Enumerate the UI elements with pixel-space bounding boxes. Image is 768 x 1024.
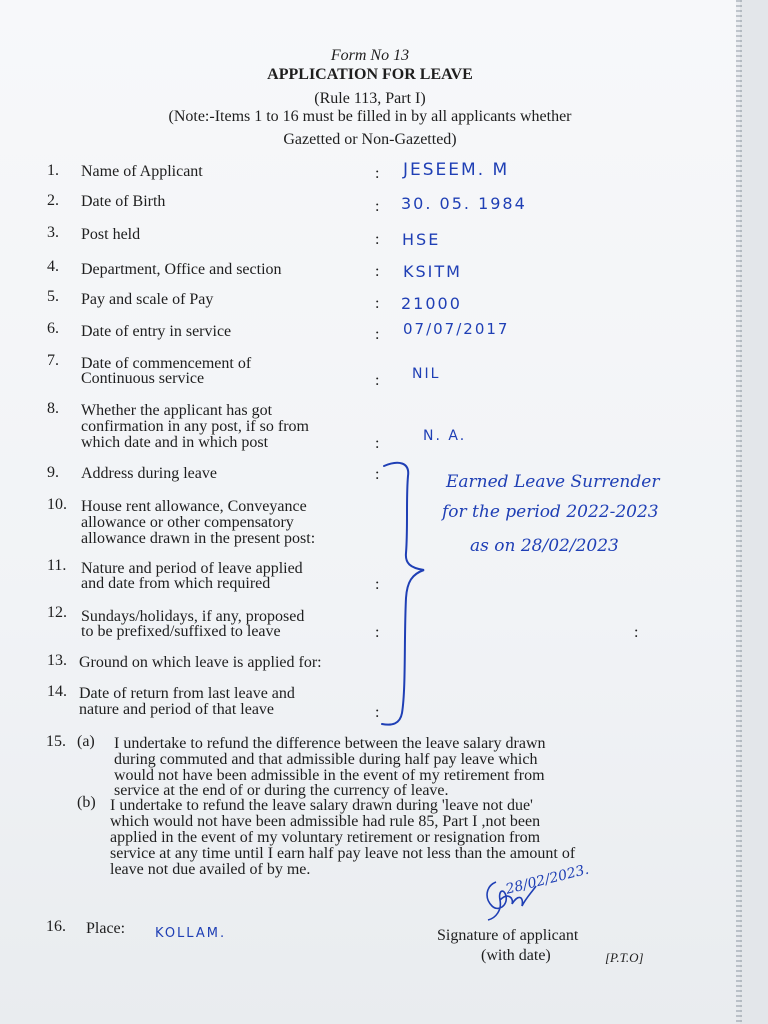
form-number: Form No 13 <box>330 47 410 64</box>
undertaking-b-line5: leave not due availed of by me. <box>110 861 311 878</box>
item-number: 6. <box>47 320 59 337</box>
item-number: 9. <box>47 464 59 481</box>
hand-drawn-bracket <box>380 458 440 733</box>
colon: : <box>375 326 380 343</box>
item-number: 7. <box>47 352 59 369</box>
undertaking-b-line2: which would not have been admissible had rule 85, Part I ,not been <box>110 813 541 830</box>
item-label-department: Department, Office and section <box>81 261 282 278</box>
undertaking-b-line4: service at any time until I earn half pay leave not less than the amount of <box>110 845 576 862</box>
undertaking-a-line1: I undertake to refund the difference between the leave salary drawn <box>114 735 546 752</box>
colon: : <box>375 372 380 389</box>
item-number: 15. <box>46 733 66 750</box>
confirmation-value: N. A. <box>423 428 467 444</box>
colon: : <box>634 624 639 641</box>
colon: : <box>375 704 380 721</box>
pto-label: [P.T.O] <box>605 950 644 965</box>
item-label-pay: Pay and scale of Pay <box>81 291 214 308</box>
applicant-name-value: JESEEM. M <box>403 160 510 180</box>
item-number: 11. <box>47 557 67 574</box>
undertaking-a-line2: during commuted and that admissible during half pay leave which <box>114 751 538 768</box>
item-label-commencement-l2: Continuous service <box>81 370 205 387</box>
entry-date-value: 07/07/2017 <box>403 320 510 338</box>
item-label-address: Address during leave <box>81 465 217 482</box>
with-date-label: (with date) <box>481 947 551 964</box>
item-number: 12. <box>47 604 67 621</box>
item-number: 1. <box>47 162 59 179</box>
colon: : <box>375 263 380 280</box>
undertaking-b-line1: I undertake to refund the leave salary drawn during 'leave not due' <box>110 797 533 814</box>
item-label-hra-l1: House rent allowance, Conveyance <box>81 498 307 515</box>
item-label-confirmation-l2: confirmation in any post, if so from <box>81 418 309 435</box>
item-label-name: Name of Applicant <box>81 163 203 180</box>
item-label-post: Post held <box>81 226 141 243</box>
item-number: 3. <box>47 224 59 241</box>
item-number: 16. <box>46 918 66 935</box>
item-label-nature-l1: Nature and period of leave applied <box>81 560 303 577</box>
bracket-note-line3: as on 28/02/2023 <box>470 536 619 556</box>
background-edge <box>742 0 768 1024</box>
item-label-return-l1: Date of return from last leave and <box>79 685 295 702</box>
place-label: Place: <box>86 920 126 937</box>
undertaking-a-line4: service at the end of or during the currency of leave. <box>114 782 449 799</box>
place-value: KOLLAM. <box>155 926 227 941</box>
signature-label: Signature of applicant <box>437 927 579 944</box>
undertaking-b-line3: applied in the event of my voluntary retirement or resignation from <box>110 829 541 846</box>
colon: : <box>375 576 380 593</box>
sub-item-b: (b) <box>77 794 96 811</box>
item-label-hra-l2: allowance or other compensatory <box>81 514 294 531</box>
item-label-dob: Date of Birth <box>81 193 166 210</box>
item-label-sundays-l1: Sundays/holidays, if any, proposed <box>81 608 305 625</box>
department-value: KSITM <box>403 262 462 281</box>
bracket-note-line1: Earned Leave Surrender <box>446 472 660 492</box>
bracket-note-line2: for the period 2022-2023 <box>442 502 659 522</box>
colon: : <box>375 435 380 452</box>
item-number: 5. <box>47 288 59 305</box>
item-number: 4. <box>47 258 59 275</box>
item-label-sundays-l2: to be prefixed/suffixed to leave <box>81 623 281 640</box>
colon: : <box>375 198 380 215</box>
form-note-line2: Gazetted or Non-Gazetted) <box>283 131 457 148</box>
item-number: 13. <box>47 652 67 669</box>
item-label-confirmation-l1: Whether the applicant has got <box>81 402 273 419</box>
item-label-return-l2: nature and period of that leave <box>79 701 275 718</box>
form-title: APPLICATION FOR LEAVE <box>267 66 473 83</box>
item-label-entry: Date of entry in service <box>81 323 232 340</box>
form-rule: (Rule 113, Part I) <box>314 90 426 107</box>
colon: : <box>375 165 380 182</box>
item-number: 14. <box>47 683 67 700</box>
item-label-nature-l2: and date from which required <box>81 575 271 592</box>
item-number: 10. <box>47 496 67 513</box>
colon: : <box>375 466 380 483</box>
undertaking-a-line3: would not have been admissible in the event of my retirement from <box>114 767 545 784</box>
dob-value: 30. 05. 1984 <box>401 194 527 213</box>
commencement-value: NIL <box>412 366 441 382</box>
colon: : <box>375 295 380 312</box>
item-number: 8. <box>47 400 59 417</box>
item-number: 2. <box>47 192 59 209</box>
pay-value: 21000 <box>401 294 462 313</box>
colon: : <box>375 624 380 641</box>
sub-item-a: (a) <box>77 733 95 750</box>
colon: : <box>375 231 380 248</box>
form-note-line1: (Note:-Items 1 to 16 must be filled in by all applicants whether <box>168 108 572 125</box>
item-label-ground: Ground on which leave is applied for: <box>79 654 322 671</box>
post-value: HSE <box>402 230 441 249</box>
signature-date: 28/02/2023. <box>504 861 591 898</box>
item-label-hra-l3: allowance drawn in the present post: <box>81 530 316 547</box>
item-label-confirmation-l3: which date and in which post <box>81 434 269 451</box>
item-label-commencement-l1: Date of commencement of <box>81 355 252 372</box>
